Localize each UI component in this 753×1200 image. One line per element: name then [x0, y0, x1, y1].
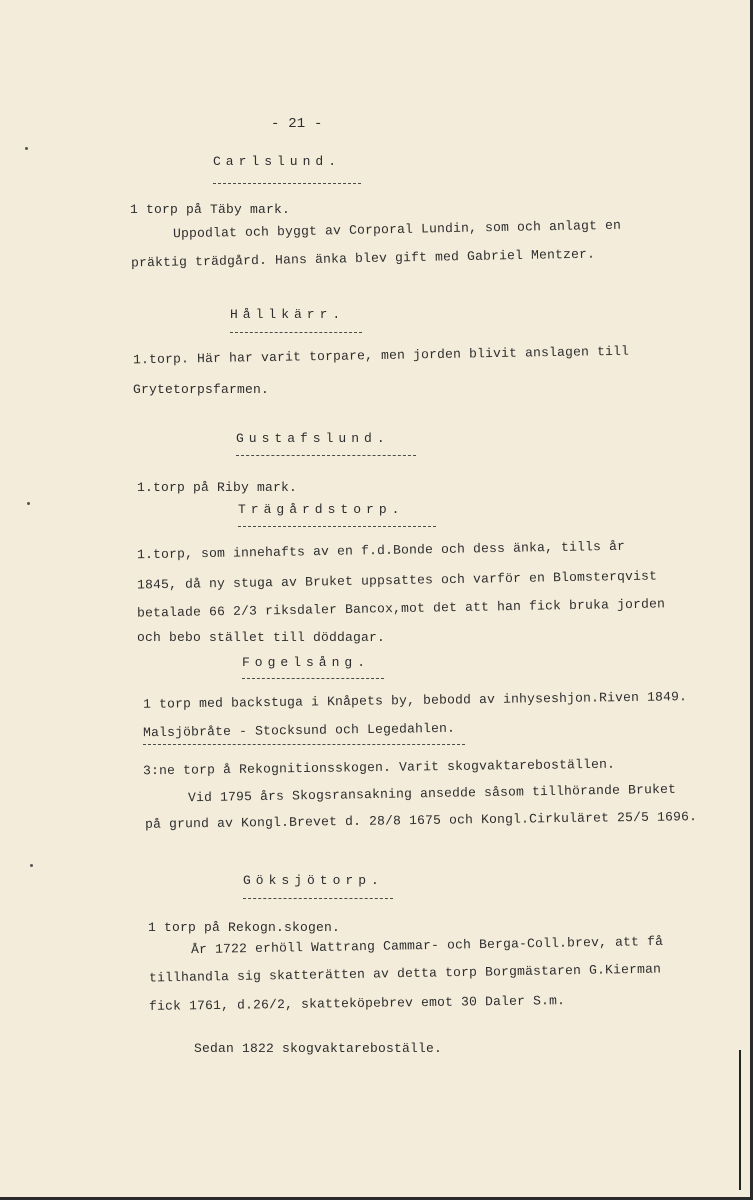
margin-mark	[30, 864, 33, 867]
heading-gustafslund: Gustafslund.	[236, 431, 390, 446]
page-edge-line	[739, 1050, 741, 1190]
heading-underline	[230, 332, 362, 333]
heading-carlslund: Carlslund.	[213, 154, 342, 169]
text-line: Uppodlat och byggt av Corporal Lundin, som och anlagt en	[172, 217, 622, 242]
text-line: 1 torp på Rekogn.skogen.	[148, 920, 341, 935]
text-line: på grund av Kongl.Brevet d. 28/8 1675 och Kongl.Cirkuläret 25/5 1696.	[144, 809, 698, 832]
margin-mark	[25, 147, 28, 150]
heading-underline	[238, 526, 436, 527]
heading-fogelsang: Fogelsång.	[242, 655, 371, 670]
heading-underline	[143, 744, 465, 745]
heading-underline	[213, 183, 361, 184]
text-line: 1.torp, som innehafts av en f.d.Bonde och dess änka, tills år	[136, 538, 626, 563]
heading-malsjobrate: Malsjöbråte - Stocksund och Legedahlen.	[142, 720, 456, 741]
heading-underline	[242, 678, 384, 679]
text-line: Grytetorpsfarmen.	[133, 382, 270, 397]
heading-goksjotorp: Göksjötorp.	[243, 873, 384, 888]
text-line: fick 1761, d.26/2, skatteköpebrev emot 30 Daler S.m.	[148, 993, 566, 1014]
margin-mark	[27, 502, 30, 505]
text-line: och bebo stället till döddagar.	[137, 630, 386, 645]
text-line: 3:ne torp å Rekognitionsskogen. Varit skogvaktareboställen.	[142, 756, 616, 779]
text-line: 1.torp. Här har varit torpare, men jorden blivit anslagen till	[132, 343, 630, 368]
text-line: Sedan 1822 skogvaktareboställe.	[194, 1041, 443, 1056]
text-line: År 1722 erhöll Wattrang Cammar- och Berga-Coll.brev, att få	[190, 933, 664, 958]
heading-hallkarr: Hållkärr.	[230, 307, 346, 322]
text-line: 1845, då ny stuga av Bruket uppsattes och varför en Blomsterqvist	[136, 568, 658, 593]
text-line: 1 torp med backstuga i Knåpets by, bebodd av inhyseshjon.Riven 1849.	[142, 689, 688, 712]
page-number: - 21 -	[271, 116, 323, 132]
heading-underline	[243, 898, 393, 899]
text-line: tillhandla sig skatterätten av detta torp Borgmästaren G.Kierman	[148, 961, 662, 986]
heading-tragardstorp: Trägårdstorp.	[238, 502, 405, 517]
heading-underline	[236, 455, 416, 456]
text-line: präktig trädgård. Hans änka blev gift med Gabriel Mentzer.	[130, 246, 596, 271]
text-line: 1 torp på Täby mark.	[130, 202, 291, 217]
text-line: Vid 1795 års Skogsransakning ansedde såsom tillhörande Bruket	[187, 781, 677, 806]
text-line: betalade 66 2/3 riksdaler Bancox,mot det att han fick bruka jorden	[136, 596, 666, 621]
text-line: 1.torp på Riby mark.	[137, 480, 298, 495]
